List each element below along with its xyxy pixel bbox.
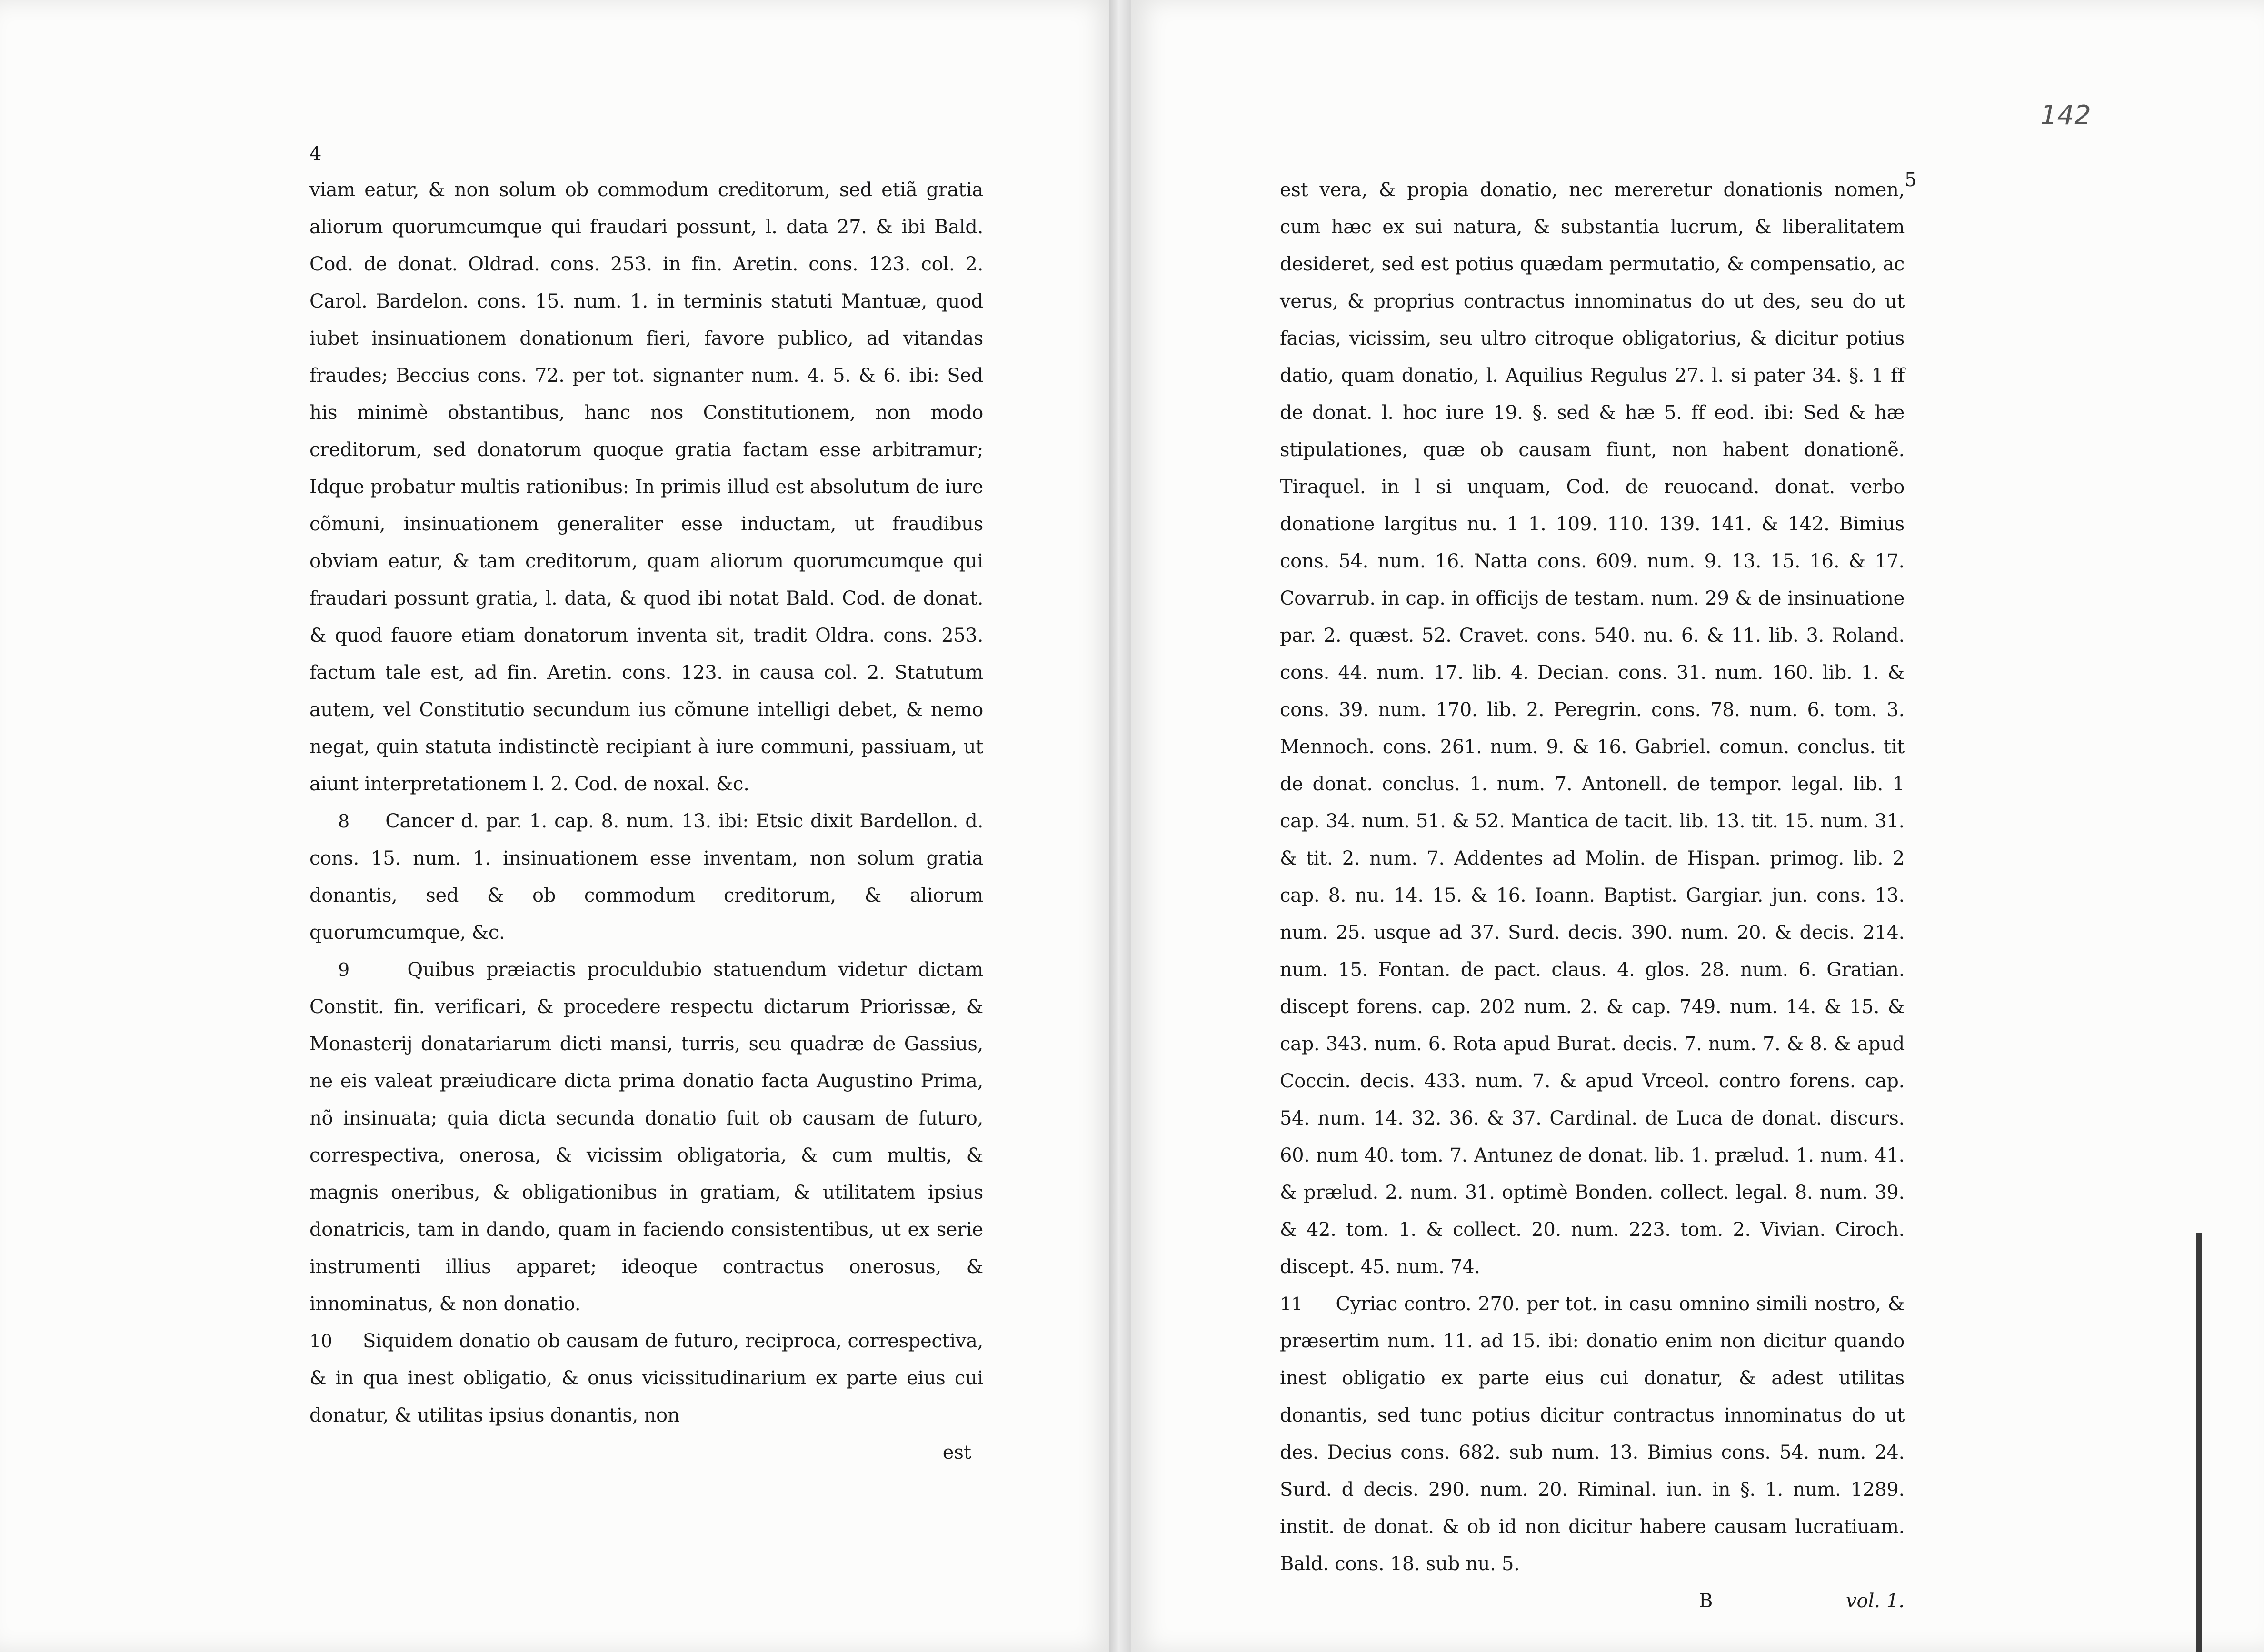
signature-mark: B [1699,1590,1713,1612]
left-paragraph-8 [309,803,983,951]
folio-mark: 142 [2040,100,2091,131]
paragraph-marker: 8 [338,811,349,832]
paragraph-text: Siquidem donatio ob causam de futuro, reciproca, correspectiva, & in qua inest obligatio, & onus vicissitudinarium ex parte eius cui donatur, & utilitas ipsius donantis, non [309,1330,983,1426]
paragraph-text: est vera, & propia donatio, nec mereretur donationis nomen, cum hæc ex sui natura, & substantia lucrum, & liberalitatem desideret, sed est potius quædam permutatio, & compensatio, ac verus, & proprius contractus innominatus do ut des, seu do ut facias, vicissim, seu ultro citroque obligatorius, & dicitur potius datio, quam donatio, l. Aquilius Regulus 27. l. si pater 34. §. 1 ff de donat. l. hoc iure 19. §. sed & hæ 5. ff eod. ibi: Sed & hæ stipulationes, quæ ob causam fiunt, non habent donationẽ. Tiraquel. in l si unquam, Cod. de reuocand. donat. verbo donatione largitus nu. 1 1. 109. 110. 139. 141. & 142. Bimius cons. 54. num. 16. Natta cons. 609. num. 9. 13. 15. 16. & 17. Covarrub. in cap. in officijs de testam. num. 29 & de insinuatione par. 2. quæst. 52. Cravet. cons. 540. nu. 6. & 11. lib. 3. Roland. cons. 44. num. 17. lib. 4. Decian. cons. 31. num. 160. lib. 1. & cons. 39. num. 170. lib. 2. Peregrin. cons. 78. num. 6. tom. 3. Mennoch. cons. 261. num. 9. & 16. Gabriel. comun. conclus. tit de donat. conclus. 1. num. 7. Antonell. de tempor. legal. lib. 1 cap. 34. num. 51. & 52. Mantica de tacit. lib. 13. tit. 15. num. 31. & tit. 2. num. 7. Addentes ad Molin. de Hispan. primog. lib. 2 cap. 8. nu. 14. 15. & 16. Ioann. Baptist. Gargiar. jun. cons. 13. num. 25. usque ad 37. Surd. decis. 390. num. 20. & decis. 214. num. 15. Fontan. de pact. claus. 4. glos. 28. num. 6. Gratian. discept forens. cap. 202 num. 2. & cap. 749. num. 14. & 15. & cap. 343. num. 6. Rota apud Burat. decis. 7. num. 7. & 8. & apud Coccin. decis. 433. num. 7. & apud Vrceol. contro forens. cap. 54. num. 14. 32. 36. & 37. Cardinal. de Luca de donat. discurs. 60. num 40. tom. 7. Antunez de donat. lib. 1. prælud. 1. num. 41. & prælud. 2. num. 31. optimè Bonden. collect. legal. 8. num. 39. & 42. tom. 1. & collect. 20. num. 223. tom. 2. Vivian. Ciroch. discept. 45. num. 74. [1280,179,1905,1278]
paragraph-text: viam eatur, & non solum ob commodum creditorum, sed etiã gratia aliorum quorumcumque qui fraudari possunt, l. data 27. & ibi Bald. Cod. de donat. Oldrad. cons. 253. in fin. Aretin. cons. 123. col. 2. Carol. Bardelon. cons. 15. num. 1. in terminis statuti Mantuæ, quod iubet insinuationem donationum fieri, favore publico, ad vitandas fraudes; Beccius cons. 72. per tot. signanter num. 4. 5. & 6. ibi: Sed his minimè obstantibus, hanc nos Constitutionem, non modo creditorum, sed donatorum quoque gratia factam esse arbitramur; Idque probatur multis rationibus: In primis illud est absolutum de iure cõmuni, insinuationem generaliter esse inductam, ut fraudibus obviam eatur, & tam creditorum, quam aliorum quorumcumque qui fraudari possunt gratia, l. data, & quod ibi notat Bald. Cod. de donat. & quod fauore etiam donatorum inventa sit, tradit Oldra. cons. 253. factum tale est, ad fin. Aretin. cons. 123. in causa col. 2. Statutum autem, vel Constitutio secundum ius cõmune intelligi debet, & nemo negat, quin statuta indistinctè recipiant à iure communi, passiuam, ut aiunt interpretationem l. 2. Cod. de noxal. &c. [309,179,983,795]
paragraph-text: Quibus præiactis proculdubio statuendum videtur dictam Constit. fin. verificari, & procedere respectu dictarum Priorissæ, & Monasterij donatariarum dicti mansi, turris, seu quadræ de Gassius, ne eis valeat præiudicare dicta prima donatio facta Augustino Prima, nõ insinuata; quia dicta secunda donatio fuit ob causam de futuro, correspectiva, onerosa, & vicissim obligatoria, & cum multis, & magnis oneribus, & obligationibus in gratiam, & utilitatem ipsius donatricis, tam in dando, quam in faciendo consistentibus, ut ex serie instrumenti illius apparet; ideoque contractus onerosus, & innominatus, & non donatio. [309,959,983,1315]
right-page-number: 5 [1905,169,1917,191]
left-paragraph-1 [309,171,983,803]
left-page-number: 4 [309,143,322,165]
paragraph-text: Cancer d. par. 1. cap. 8. num. 13. ibi: Etsic dixit Bardellon. d. cons. 15. num. 1. insinuationem esse inventam, non solum gratia donantis, sed & ob commodum creditorum, & aliorum quorumcumque, &c. [309,810,983,944]
left-paragraph-9 [309,951,983,1323]
paragraph-marker: 11 [1280,1294,1303,1314]
left-text-column [309,143,983,1619]
left-page [0,0,1114,1652]
left-catchword: est [942,1442,971,1463]
right-paragraph-11 [1280,1285,1905,1582]
right-text-column [1280,171,1905,1612]
signature-line [1280,1582,1905,1620]
left-paragraph-10 [309,1323,983,1434]
paragraph-marker: 9 [338,959,349,980]
right-paragraph-1 [1280,171,1905,1285]
paragraph-marker: 10 [309,1331,332,1352]
paragraph-text: Cyriac contro. 270. per tot. in casu omnino simili nostro, & præsertim num. 11. ad 15. ibi: donatio enim non dicitur quando inest obligatio ex parte eius cui donatur, & adest utilitas donantis, sed tunc potius dicitur contractus innominatus do ut des. Decius cons. 682. sub num. 13. Bimius cons. 54. num. 24. Surd. d decis. 290. num. 20. Riminal. iun. in §. 1. num. 1289. instit. de donat. & ob id non dicitur habere causam lucratiuam. Bald. cons. 18. sub nu. 5. [1280,1293,1905,1575]
page-edge-shadow [2196,1233,2202,1652]
right-catchword: vol. 1. [1845,1590,1905,1612]
